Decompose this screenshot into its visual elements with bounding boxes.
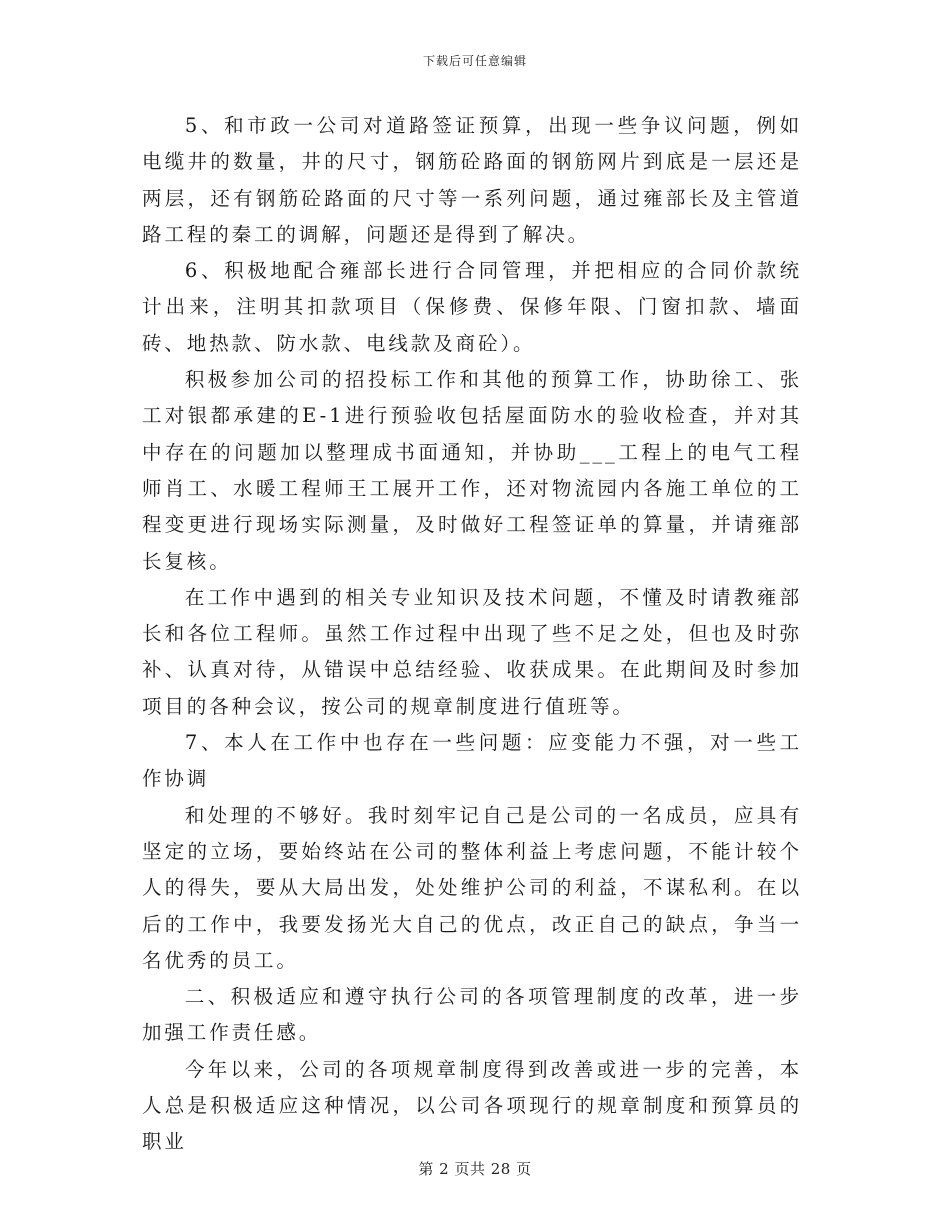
paragraph-bidding-work: 积极参加公司的招投标工作和其他的预算工作，协助徐工、张工对银都承建的E-1进行预验收包括屋面防水的验收检查，并对其中存在的问题加以整理成书面通知，并协助___工程上的电气工程师肖工、水暖工程师王工展开工作，还对物流园内各施工单位的工程变更进行现场实际测量，及时做好工程签证单的算量，并请雍部长复核。 xyxy=(142,368,802,573)
paragraph-item-5: 5、和市政一公司对道路签证预算，出现一些争议问题，例如电缆井的数量，井的尺寸，钢筋砼路面的钢筋网片到底是一层还是两层，还有钢筋砼路面的尺寸等一系列问题，通过雍部长及主管道路工程的秦工的调解，问题还是得到了解决。 xyxy=(142,114,802,246)
page-header: 下载后可任意编辑 xyxy=(422,54,527,68)
document-body xyxy=(142,108,802,1161)
page-number: 第 2 页共 28 页 xyxy=(418,1160,532,1178)
paragraph-item-6: 6、积极地配合雍部长进行合同管理，并把相应的合同价款统计出来，注明其扣款项目（保修费、保修年限、门窗扣款、墙面砖、地热款、防水款、电线款及商砼）。 xyxy=(142,259,802,355)
paragraph-technical-issues: 在工作中遇到的相关专业知识及技术问题，不懂及时请教雍部长和各位工程师。虽然工作过程中出现了些不足之处，但也及时弥补、认真对待，从错误中总结经验、收获成果。在此期间及时参加项目的各种会议，按公司的规章制度进行值班等。 xyxy=(142,585,802,718)
paragraph-section-two-heading: 二、积极适应和遵守执行公司的各项管理制度的改革，进一步加强工作责任感。 xyxy=(142,985,802,1045)
paragraph-item-7: 7、本人在工作中也存在一些问题：应变能力不强，对一些工作协调 xyxy=(142,731,802,791)
paragraph-rules-adaptation: 今年以来，公司的各项规章制度得到改善或进一步的完善，本人总是积极适应这种情况，以公司各项现行的规章制度和预算员的职业 xyxy=(142,1057,802,1154)
paragraph-self-reflection: 和处理的不够好。我时刻牢记自己是公司的一名成员，应具有坚定的立场，要始终站在公司的整体利益上考虑问题，不能计较个人的得失，要从大局出发，处处维护公司的利益，不谋私利。在以后的工作中，我要发扬光大自己的优点，改正自己的缺点，争当一名优秀的员工。 xyxy=(142,803,802,972)
